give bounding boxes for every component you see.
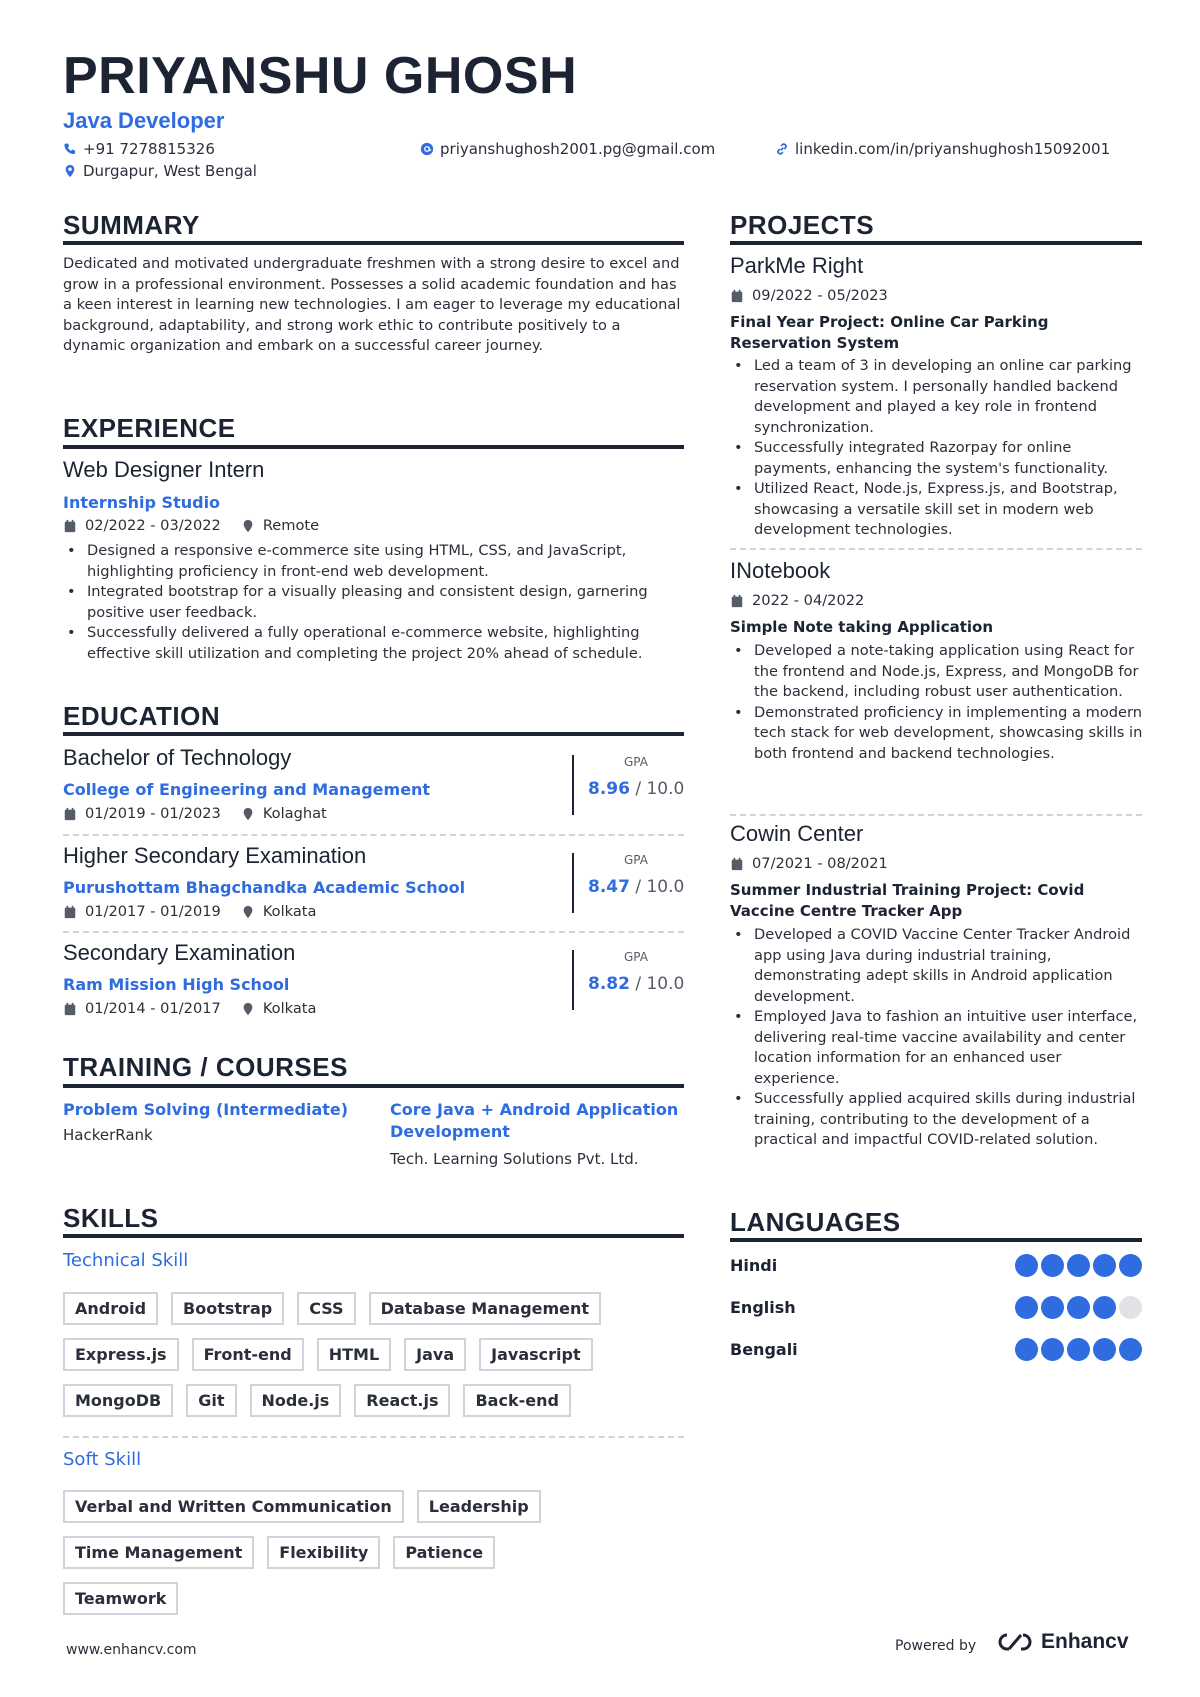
- skill-tag: Verbal and Written Communication: [63, 1490, 404, 1523]
- calendar-icon: [63, 905, 77, 919]
- list-item: • Successfully integrated Razorpay for online payments, enhancing the system's functionality.: [730, 438, 1145, 479]
- skill-tag: Javascript: [479, 1338, 592, 1371]
- course-org: HackerRank: [63, 1126, 153, 1144]
- gpa-max: / 10.0: [635, 877, 685, 897]
- skills-rule: [63, 1234, 684, 1238]
- list-item: • Successfully applied acquired skills during industrial training, contributing to the development of a practical and impactful COVID-related solution.: [730, 1089, 1145, 1151]
- edu-dates: 01/2017 - 01/2019: [85, 903, 221, 920]
- link-icon: [775, 142, 789, 156]
- language-name: English: [730, 1297, 796, 1317]
- skill-tag: Java: [404, 1338, 466, 1371]
- level-dot: [1015, 1296, 1038, 1319]
- project-meta: [730, 855, 888, 872]
- list-item: • Demonstrated proficiency in implementing a modern tech stack for web development, showcasing skills in both frontend and backend technologies.: [730, 703, 1145, 765]
- project-name: INotebook: [730, 558, 831, 583]
- skill-tag: Time Management: [63, 1536, 254, 1569]
- list-item: • Successfully delivered a fully operational e-commerce website, highlighting effective skill utilization and completing the project 20% ahead of schedule.: [63, 623, 693, 664]
- gpa-value: 8.47: [588, 877, 630, 897]
- location-pin-icon: [241, 1002, 255, 1016]
- level-dot: [1067, 1296, 1090, 1319]
- skill-tag: Node.js: [250, 1384, 342, 1417]
- list-item: • Led a team of 3 in developing an online car parking reservation system. I personally handled backend development and played a key role in frontend synchronization.: [730, 356, 1145, 438]
- gpa-label: GPA: [624, 853, 648, 867]
- language-level-dots: [1015, 1254, 1142, 1277]
- edu-dates: 01/2019 - 01/2023: [85, 805, 221, 822]
- language-level-dots: [1015, 1338, 1142, 1361]
- calendar-icon: [730, 594, 744, 608]
- gpa-value: 8.82: [588, 974, 630, 994]
- job-company: Internship Studio: [63, 493, 221, 512]
- gpa-label: GPA: [624, 950, 648, 964]
- level-dot: [1093, 1296, 1116, 1319]
- at-icon: [420, 142, 434, 156]
- edu-meta: [63, 1000, 316, 1017]
- level-dot: [1015, 1254, 1038, 1277]
- skill-tag: HTML: [317, 1338, 391, 1371]
- email-text: priyanshughosh2001.pg@gmail.com: [440, 140, 716, 158]
- edu-meta: [63, 805, 327, 822]
- project-name: Cowin Center: [730, 821, 864, 846]
- edu-school: Ram Mission High School: [63, 975, 290, 994]
- list-item: • Employed Java to fashion an intuitive user interface, delivering real-time vaccine availability and center location information for an enhanced user experience.: [730, 1007, 1145, 1089]
- language-row: [730, 1292, 1142, 1322]
- languages-rule: [730, 1238, 1142, 1242]
- skill-tag: CSS: [297, 1292, 355, 1325]
- enhancv-logo: [995, 1630, 1129, 1654]
- divider: [63, 834, 684, 836]
- skill-tag: Git: [186, 1384, 236, 1417]
- divider: [63, 931, 684, 933]
- level-dot: [1041, 1296, 1064, 1319]
- skill-tag: Flexibility: [267, 1536, 380, 1569]
- course-name: Problem Solving (Intermediate): [63, 1100, 349, 1119]
- language-level-dots: [1015, 1296, 1142, 1319]
- edu-gpa: [572, 755, 684, 815]
- edu-gpa: [572, 853, 684, 913]
- divider: [730, 814, 1142, 816]
- location-pin-icon: [63, 164, 77, 178]
- skill-tag: Leadership: [417, 1490, 541, 1523]
- language-name: Hindi: [730, 1255, 778, 1275]
- gpa-value: 8.96: [588, 779, 630, 799]
- level-dot: [1093, 1254, 1116, 1277]
- location-pin-icon: [241, 807, 255, 821]
- project-meta: [730, 287, 888, 304]
- candidate-role: Java Developer: [63, 108, 225, 133]
- course-org: Tech. Learning Solutions Pvt. Ltd.: [390, 1150, 639, 1168]
- language-name: Bengali: [730, 1339, 798, 1359]
- skill-tag: Bootstrap: [171, 1292, 284, 1325]
- summary-rule: [63, 241, 684, 245]
- training-heading: TRAINING / COURSES: [63, 1052, 348, 1082]
- contact-email[interactable]: [420, 140, 715, 158]
- project-bullets: [730, 641, 1145, 764]
- edu-school: College of Engineering and Management: [63, 780, 431, 799]
- level-dot: [1119, 1254, 1142, 1277]
- project-bullets: [730, 925, 1145, 1151]
- calendar-icon: [730, 857, 744, 871]
- level-dot: [1067, 1254, 1090, 1277]
- calendar-icon: [63, 1002, 77, 1016]
- divider: [63, 1436, 684, 1438]
- project-subtitle: Summer Industrial Training Project: Covid Vaccine Centre Tracker App: [730, 881, 1085, 920]
- location-text: Durgapur, West Bengal: [83, 162, 257, 180]
- level-dot: [1041, 1338, 1064, 1361]
- level-dot: [1119, 1338, 1142, 1361]
- level-dot: [1119, 1296, 1142, 1319]
- level-dot: [1093, 1338, 1116, 1361]
- phone-icon: [63, 142, 77, 156]
- divider: [730, 548, 1142, 550]
- job-dates: 02/2022 - 03/2022: [85, 517, 221, 534]
- summary-text: Dedicated and motivated undergraduate freshmen with a strong desire to excel and grow in a professional environment. Possesses a solid academic foundation and has a keen interest in learning new technologies. I am eager to leverage my educational background, adaptability, and strong work ethic to contribute positively to a dynamic organization and embark on a successful career journey.: [63, 255, 681, 354]
- contact-linkedin[interactable]: [775, 140, 1110, 158]
- list-item: • Developed a note-taking application using React for the frontend and Node.js, Express, and MongoDB for the backend, including robust user authentication.: [730, 641, 1145, 703]
- edu-location: Kolaghat: [262, 805, 327, 822]
- project-subtitle: Simple Note taking Application: [730, 618, 993, 636]
- powered-by: Powered by: [895, 1638, 977, 1654]
- gpa-max: / 10.0: [635, 779, 685, 799]
- training-rule: [63, 1084, 684, 1088]
- technical-skill-tags: [63, 1292, 623, 1417]
- candidate-name: PRIYANSHU GHOSH: [63, 47, 578, 105]
- project-meta: [730, 592, 864, 609]
- calendar-icon: [63, 807, 77, 821]
- contact-phone[interactable]: [63, 140, 215, 158]
- gpa-max: / 10.0: [635, 974, 685, 994]
- edu-degree: Higher Secondary Examination: [63, 843, 367, 868]
- edu-location: Kolkata: [262, 1000, 317, 1017]
- skill-tag: Database Management: [369, 1292, 602, 1325]
- project-subtitle: Final Year Project: Online Car Parking Reservation System: [730, 313, 1049, 352]
- edu-meta: [63, 903, 316, 920]
- summary-heading: SUMMARY: [63, 210, 200, 240]
- list-item: • Integrated bootstrap for a visually pleasing and consistent design, garnering positive user feedback.: [63, 582, 693, 623]
- soft-skill-title: Soft Skill: [63, 1449, 142, 1470]
- skills-heading: SKILLS: [63, 1203, 159, 1233]
- education-heading: EDUCATION: [63, 701, 221, 731]
- skill-tag: MongoDB: [63, 1384, 173, 1417]
- projects-heading: PROJECTS: [730, 210, 875, 240]
- location-pin-icon: [241, 519, 255, 533]
- phone-text: +91 7278815326: [83, 140, 215, 158]
- job-bullets: [63, 541, 693, 664]
- level-dot: [1041, 1254, 1064, 1277]
- list-item: • Designed a responsive e-commerce site using HTML, CSS, and JavaScript, highlighting proficiency in front-end web development.: [63, 541, 693, 582]
- level-dot: [1015, 1338, 1038, 1361]
- project-dates: 2022 - 04/2022: [752, 592, 865, 609]
- skill-tag: React.js: [354, 1384, 450, 1417]
- enhancv-logo-icon: [995, 1631, 1035, 1653]
- edu-degree: Secondary Examination: [63, 940, 296, 965]
- edu-gpa: [572, 950, 684, 1010]
- edu-school: Purushottam Bhagchandka Academic School: [63, 878, 466, 897]
- project-dates: 07/2021 - 08/2021: [752, 855, 888, 872]
- linkedin-text: linkedin.com/in/priyanshughosh15092001: [795, 140, 1111, 158]
- language-row: [730, 1250, 1142, 1280]
- level-dot: [1067, 1338, 1090, 1361]
- project-name: ParkMe Right: [730, 253, 864, 278]
- list-item: • Developed a COVID Vaccine Center Tracker Android app using Java during industrial training, demonstrating adept skills in Android application development.: [730, 925, 1145, 1007]
- experience-rule: [63, 445, 684, 449]
- project-bullets: [730, 356, 1145, 541]
- edu-location: Kolkata: [262, 903, 317, 920]
- skill-tag: Back-end: [463, 1384, 570, 1417]
- skill-tag: Teamwork: [63, 1582, 178, 1615]
- footer-url[interactable]: www.enhancv.com: [66, 1642, 197, 1658]
- contact-location: [63, 162, 257, 180]
- list-item: • Utilized React, Node.js, Express.js, and Bootstrap, showcasing a versatile skill set in modern web development technologies.: [730, 479, 1145, 541]
- course-name: Core Java + Android Application Development: [390, 1100, 679, 1141]
- skill-tag: Front-end: [192, 1338, 304, 1371]
- enhancv-logo-text: Enhancv: [1041, 1630, 1129, 1653]
- job-meta: [63, 517, 319, 534]
- location-pin-icon: [241, 905, 255, 919]
- skill-tag: Express.js: [63, 1338, 179, 1371]
- project-dates: 09/2022 - 05/2023: [752, 287, 888, 304]
- projects-rule: [730, 241, 1142, 245]
- edu-dates: 01/2014 - 01/2017: [85, 1000, 221, 1017]
- education-rule: [63, 732, 684, 736]
- calendar-icon: [63, 519, 77, 533]
- gpa-label: GPA: [624, 755, 648, 769]
- soft-skill-tags: [63, 1490, 623, 1615]
- technical-skill-title: Technical Skill: [63, 1250, 189, 1271]
- skill-tag: Patience: [393, 1536, 495, 1569]
- job-location: Remote: [262, 517, 320, 534]
- job-title: Web Designer Intern: [63, 457, 265, 482]
- languages-heading: LANGUAGES: [730, 1207, 901, 1237]
- skill-tag: Android: [63, 1292, 158, 1325]
- language-row: [730, 1334, 1142, 1364]
- experience-heading: EXPERIENCE: [63, 413, 236, 443]
- edu-degree: Bachelor of Technology: [63, 745, 292, 770]
- calendar-icon: [730, 289, 744, 303]
